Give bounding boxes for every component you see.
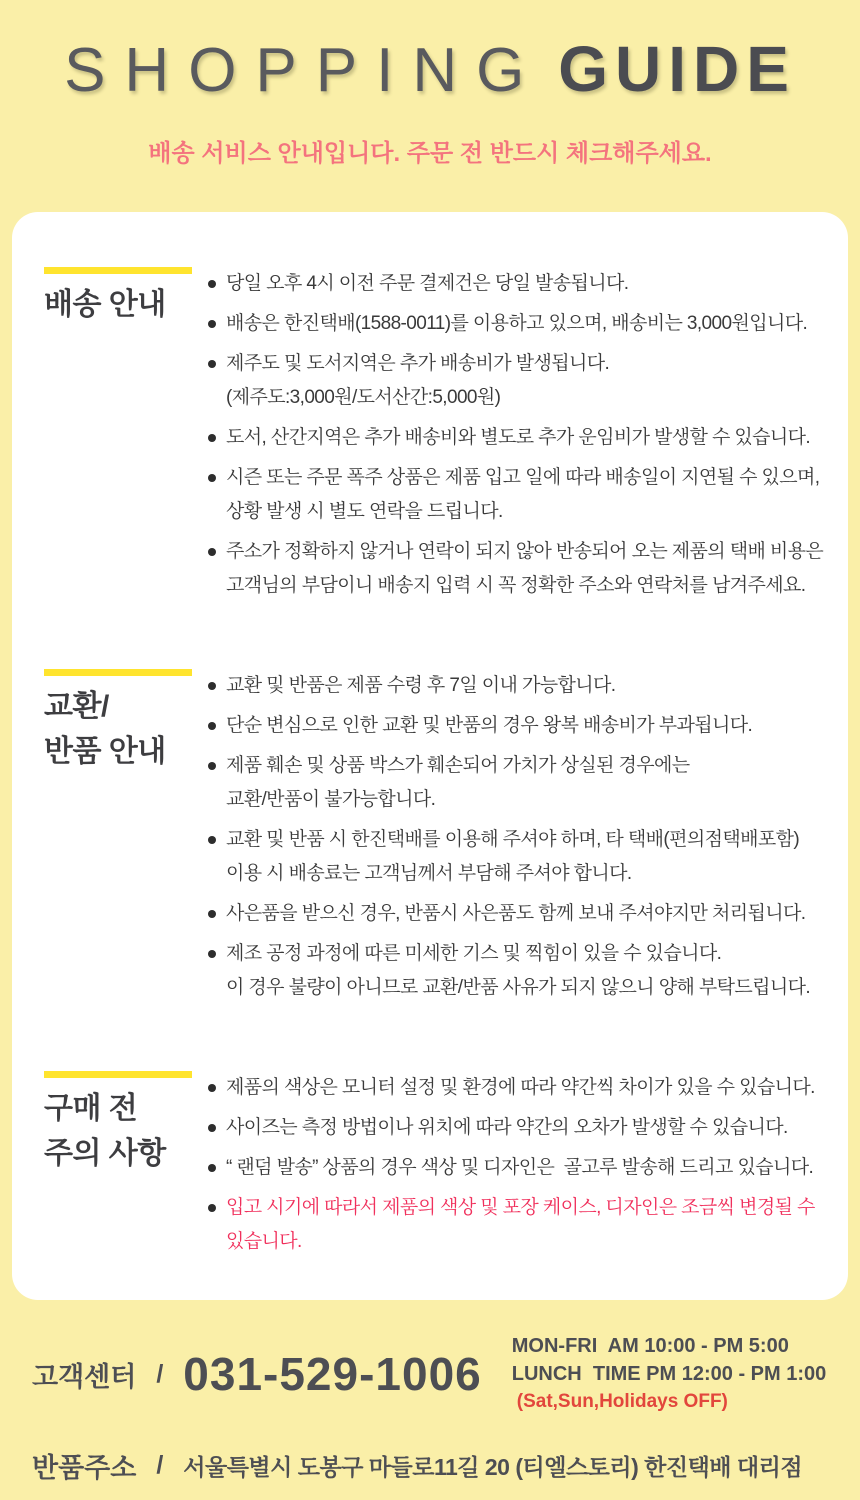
bullet-icon <box>208 360 216 368</box>
title-shopping: SHOPPING <box>64 36 544 105</box>
list-item <box>208 535 834 603</box>
bullet-icon <box>208 1084 216 1092</box>
section-title <box>44 282 208 327</box>
business-hours <box>512 1332 827 1416</box>
list-item <box>208 669 834 703</box>
bullet-icon <box>208 722 216 730</box>
list-item <box>208 897 834 931</box>
list-item <box>208 937 834 1005</box>
bullet-line <box>208 535 834 569</box>
bullet-line <box>208 421 834 455</box>
list-item <box>208 1111 834 1145</box>
list-item <box>208 421 834 455</box>
item-text: 제품의 색상은 모니터 설정 및 환경에 따라 약간씩 차이가 있을 수 있습니다. <box>226 1077 815 1098</box>
section-items <box>208 267 834 609</box>
bullet-line <box>208 669 834 703</box>
section-title-line: 주의 사항 <box>44 1137 166 1170</box>
bullet-icon <box>208 836 216 844</box>
item-text: 시즌 또는 주문 폭주 상품은 제품 입고 일에 따라 배송일이 지연될 수 있으며, <box>226 467 820 488</box>
separator-slash: / <box>156 1359 164 1388</box>
guide-section <box>44 1071 834 1265</box>
bullet-line <box>208 823 834 857</box>
hours-weekday: MON-FRI AM 10:00 - PM 5:00 <box>511 1335 789 1357</box>
list-item <box>208 709 834 743</box>
section-accent-bar <box>44 669 192 676</box>
bullet-line <box>208 1071 834 1105</box>
item-text: 사은품을 받으신 경우, 반품시 사은품도 함께 보내 주셔야지만 처리됩니다. <box>226 903 806 924</box>
bullet-icon <box>208 950 216 958</box>
item-text: 있습니다. <box>226 1231 302 1252</box>
bullet-line <box>208 709 834 743</box>
item-text: 교환 및 반품 시 한진택배를 이용해 주셔야 하며, 타 택배(편의점택배포함) <box>226 829 800 850</box>
item-text: 고객님의 부담이니 배송지 입력 시 꼭 정확한 주소와 연락처를 남겨주세요. <box>226 575 806 596</box>
guide-section <box>44 267 834 609</box>
list-item <box>208 267 834 301</box>
list-item <box>208 823 834 891</box>
section-title <box>44 1086 208 1176</box>
bullet-line <box>208 461 834 495</box>
section-title-line: 배송 안내 <box>44 288 166 321</box>
return-address-row <box>32 1446 860 1485</box>
item-text: 제조 공정 과정에 따른 미세한 기스 및 찍힘이 있을 수 있습니다. <box>226 943 722 964</box>
return-address-label: 반품주소 <box>32 1453 137 1483</box>
item-text: 배송은 한진택배(1588-0011)를 이용하고 있으며, 배송비는 3,000원입니다. <box>226 313 808 334</box>
bullet-line <box>208 1151 834 1185</box>
item-text: 제주도 및 도서지역은 추가 배송비가 발생됩니다. <box>226 353 610 374</box>
item-text: 이용 시 배송료는 고객님께서 부담해 주셔야 합니다. <box>226 863 632 884</box>
bullet-icon <box>208 548 216 556</box>
page-title <box>0 30 860 119</box>
bullet-icon <box>208 474 216 482</box>
bullet-icon <box>208 280 216 288</box>
bullet-icon <box>208 1164 216 1172</box>
section-accent-bar <box>44 1071 192 1078</box>
guide-card <box>12 212 848 1300</box>
customer-center-row <box>32 1332 860 1416</box>
item-text: (제주도:3,000원/도서산간:5,000원) <box>226 387 501 408</box>
bullet-icon <box>208 434 216 442</box>
bullet-icon <box>208 1204 216 1212</box>
item-text: 주소가 정확하지 않거나 연락이 되지 않아 반송되어 오는 제품의 택배 비용은 <box>226 541 824 562</box>
return-address: 서울특별시 도봉구 마들로11길 20 (티엘스토리) 한진택배 대리점 <box>183 1454 803 1480</box>
continuation-line <box>208 971 834 1005</box>
list-item <box>208 1151 834 1185</box>
bullet-line <box>208 267 834 301</box>
bullet-icon <box>208 762 216 770</box>
item-text: 교환/반품이 불가능합니다. <box>226 789 436 810</box>
item-text: “ 랜덤 발송” 상품의 경우 색상 및 디자인은 골고루 발송해 드리고 있습니다. <box>226 1157 814 1178</box>
item-text: 이 경우 불량이 아니므로 교환/반품 사유가 되지 않으니 양해 부탁드립니다. <box>226 977 811 998</box>
section-title-block <box>44 1071 208 1176</box>
bullet-icon <box>208 320 216 328</box>
bullet-icon <box>208 682 216 690</box>
item-text: 교환 및 반품은 제품 수령 후 7일 이내 가능합니다. <box>226 675 616 696</box>
item-text: 사이즈는 측정 방법이나 위치에 따라 약간의 오차가 발생할 수 있습니다. <box>226 1117 788 1138</box>
section-title-block <box>44 669 208 774</box>
list-item <box>208 1071 834 1105</box>
continuation-line <box>208 569 834 603</box>
bullet-line <box>208 749 834 783</box>
bullet-line <box>208 307 834 341</box>
section-items <box>208 669 834 1011</box>
continuation-line <box>208 857 834 891</box>
hours-holidays-off: (Sat,Sun,Holidays OFF) <box>516 1391 728 1412</box>
section-title-line: 반품 안내 <box>44 735 166 768</box>
section-title <box>44 684 208 774</box>
customer-center-label: 고객센터 <box>32 1361 137 1392</box>
item-text: 단순 변심으로 인한 교환 및 반품의 경우 왕복 배송비가 부과됩니다. <box>226 715 753 736</box>
section-title-line: 구매 전 <box>44 1092 138 1125</box>
section-title-line: 교환/ <box>44 690 109 723</box>
section-accent-bar <box>44 267 192 274</box>
guide-section <box>44 669 834 1011</box>
item-text: 도서, 산간지역은 추가 배송비와 별도로 추가 운임비가 발생할 수 있습니다. <box>226 427 811 448</box>
list-item <box>208 347 834 415</box>
header <box>0 0 860 168</box>
continuation-line <box>208 495 834 529</box>
list-item <box>208 1191 834 1259</box>
list-item <box>208 461 834 529</box>
section-title-block <box>44 267 208 327</box>
item-text: 입고 시기에 따라서 제품의 색상 및 포장 케이스, 디자인은 조금씩 변경될 수 <box>226 1197 815 1218</box>
item-text: 제품 훼손 및 상품 박스가 훼손되어 가치가 상실된 경우에는 <box>226 755 690 776</box>
continuation-line <box>208 783 834 817</box>
continuation-line <box>208 1225 834 1259</box>
list-item <box>208 749 834 817</box>
bullet-line <box>208 937 834 971</box>
list-item <box>208 307 834 341</box>
customer-center-phone: 031-529-1006 <box>183 1348 482 1400</box>
bullet-line <box>208 1191 834 1225</box>
header-subtitle: 배송 서비스 안내입니다. 주문 전 반드시 체크해주세요. <box>148 140 712 167</box>
bullet-line <box>208 347 834 381</box>
continuation-line <box>208 381 834 415</box>
separator-slash: / <box>156 1451 164 1479</box>
bullet-line <box>208 897 834 931</box>
item-text: 당일 오후 4시 이전 주문 결제건은 당일 발송됩니다. <box>226 273 629 294</box>
bullet-icon <box>208 910 216 918</box>
bullet-line <box>208 1111 834 1145</box>
title-guide: GUIDE <box>558 33 796 105</box>
hours-lunch: LUNCH TIME PM 12:00 - PM 1:00 <box>511 1363 827 1385</box>
item-text: 상황 발생 시 별도 연락을 드립니다. <box>226 501 503 522</box>
bullet-icon <box>208 1124 216 1132</box>
footer <box>0 1300 860 1485</box>
section-items <box>208 1071 834 1265</box>
